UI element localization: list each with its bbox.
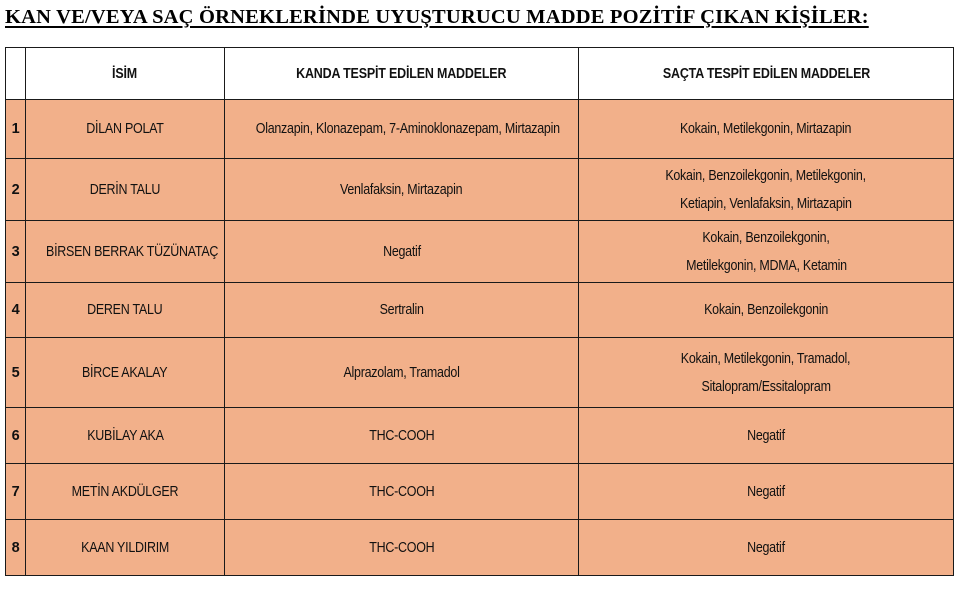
person-name-cell xyxy=(26,520,225,576)
hair-substances-text: Negatif xyxy=(747,483,785,500)
hair-substances-line xyxy=(585,345,947,373)
row-number: 4 xyxy=(6,283,26,338)
table-row xyxy=(6,408,954,464)
blood-substances-text: Negatif xyxy=(382,243,421,260)
hair-substances-text: Kokain, Benzoilekgonin xyxy=(704,302,828,318)
blood-substances-line xyxy=(231,238,572,266)
blood-substances-line xyxy=(231,359,572,387)
person-name: DİLAN POLAT xyxy=(86,121,164,137)
person-name: BİRSEN BERRAK TÜZÜNATAÇ xyxy=(46,243,219,260)
hair-substances-line xyxy=(585,422,947,450)
hair-substances-cell xyxy=(579,464,954,520)
table-row xyxy=(6,520,954,576)
person-name-cell xyxy=(26,464,225,520)
person-name: METİN AKDÜLGER xyxy=(71,483,179,500)
hair-substances-line xyxy=(585,296,947,324)
hair-substances-cell xyxy=(579,408,954,464)
hair-substances-cell xyxy=(579,338,954,408)
row-number: 6 xyxy=(6,408,26,464)
hair-substances-line xyxy=(585,478,947,506)
person-name: DEREN TALU xyxy=(87,302,163,318)
person-name-cell xyxy=(26,338,225,408)
blood-substances-cell xyxy=(225,464,579,520)
person-name: KUBİLAY AKA xyxy=(86,427,164,444)
header-hair-label: SAÇTA TESPİT EDİLEN MADDELER xyxy=(662,65,870,82)
blood-substances-cell xyxy=(225,408,579,464)
blood-substances-text: Alprazolam, Tramadol xyxy=(343,364,460,381)
hair-substances-text: Negatif xyxy=(747,539,785,556)
blood-substances-line xyxy=(231,176,572,204)
hair-substances-cell xyxy=(579,520,954,576)
table-row xyxy=(6,283,954,338)
hair-substances-text: Metilekgonin, MDMA, Ketamin xyxy=(685,257,847,274)
row-number: 1 xyxy=(6,100,26,159)
hair-substances-text: Kokain, Benzoilekgonin, xyxy=(702,229,830,246)
blood-substances-line xyxy=(231,296,572,324)
person-name-cell xyxy=(26,159,225,221)
header-number xyxy=(6,48,26,100)
hair-substances-line xyxy=(585,534,947,562)
hair-substances-text: Kokain, Benzoilekgonin, Metilekgonin, xyxy=(665,167,867,184)
blood-substances-text: Sertralin xyxy=(379,302,424,318)
person-name-cell xyxy=(26,221,225,283)
blood-substances-text: Olanzapin, Klonazepam, 7-Aminoklonazepam, Mirtazapin xyxy=(255,121,560,137)
table-header-row xyxy=(6,48,954,100)
row-number: 7 xyxy=(6,464,26,520)
person-name-cell xyxy=(26,408,225,464)
blood-substances-text: THC-COOH xyxy=(368,539,435,556)
hair-substances-text: Ketiapin, Venlafaksin, Mirtazapin xyxy=(680,195,852,212)
page-title: KAN VE/VEYA SAÇ ÖRNEKLERİNDE UYUŞTURUCU MADDE POZİTİF ÇIKAN KİŞİLER: xyxy=(5,6,869,28)
header-hair xyxy=(579,48,954,100)
person-name-cell xyxy=(26,283,225,338)
table-row xyxy=(6,100,954,159)
blood-substances-line xyxy=(231,115,572,143)
blood-substances-text: Venlafaksin, Mirtazapin xyxy=(340,181,463,198)
header-name xyxy=(26,48,225,100)
hair-substances-text: Sitalopram/Essitalopram xyxy=(701,378,831,395)
hair-substances-cell xyxy=(579,159,954,221)
table-row xyxy=(6,221,954,283)
hair-substances-text: Kokain, Metilekgonin, Tramadol, xyxy=(681,350,851,367)
table-row xyxy=(6,338,954,408)
table-row xyxy=(6,464,954,520)
person-name: DERİN TALU xyxy=(89,181,161,198)
header-blood xyxy=(225,48,579,100)
hair-substances-cell xyxy=(579,283,954,338)
blood-substances-line xyxy=(231,534,572,562)
blood-substances-line xyxy=(231,478,572,506)
blood-substances-cell xyxy=(225,520,579,576)
hair-substances-line xyxy=(585,190,947,218)
row-number: 3 xyxy=(6,221,26,283)
row-number: 2 xyxy=(6,159,26,221)
person-name: BİRCE AKALAY xyxy=(82,364,168,381)
hair-substances-line xyxy=(585,252,947,280)
person-name-cell xyxy=(26,100,225,159)
hair-substances-line xyxy=(585,224,947,252)
hair-substances-text: Kokain, Metilekgonin, Mirtazapin xyxy=(680,121,852,137)
blood-substances-cell xyxy=(225,338,579,408)
header-blood-label: KANDA TESPİT EDİLEN MADDELER xyxy=(296,65,507,82)
hair-substances-text: Negatif xyxy=(747,427,785,444)
table-row xyxy=(6,159,954,221)
blood-substances-text: THC-COOH xyxy=(368,483,435,500)
row-number: 5 xyxy=(6,338,26,408)
blood-substances-cell xyxy=(225,283,579,338)
person-name: KAAN YILDIRIM xyxy=(81,539,169,556)
hair-substances-line xyxy=(585,162,947,190)
results-table xyxy=(5,47,954,576)
blood-substances-cell xyxy=(225,221,579,283)
blood-substances-cell xyxy=(225,100,579,159)
blood-substances-text: THC-COOH xyxy=(368,427,435,444)
table-body xyxy=(6,100,954,576)
hair-substances-line xyxy=(585,115,947,143)
row-number: 8 xyxy=(6,520,26,576)
blood-substances-cell xyxy=(225,159,579,221)
hair-substances-line xyxy=(585,373,947,401)
hair-substances-cell xyxy=(579,100,954,159)
blood-substances-line xyxy=(231,422,572,450)
hair-substances-cell xyxy=(579,221,954,283)
header-name-label: İSİM xyxy=(112,65,138,82)
